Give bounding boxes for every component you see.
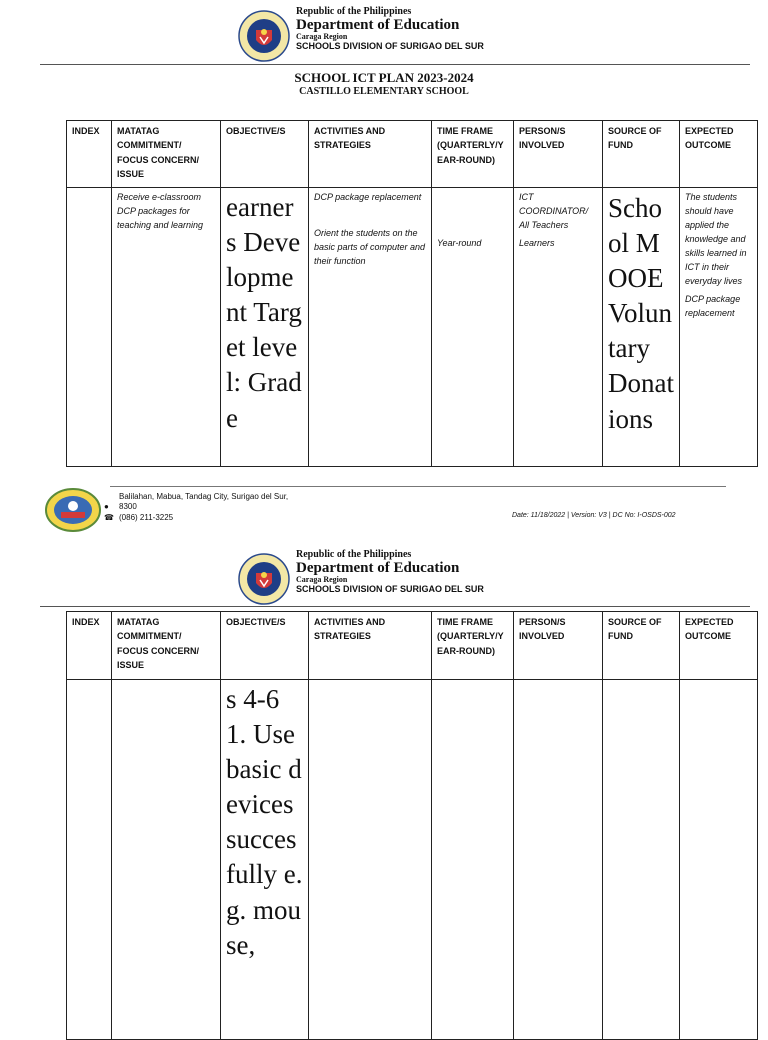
cell-objectives: s 4-6 1. Use basic devices succesfully e.g. mouse, <box>221 680 309 1040</box>
persons-1: ICT COORDINATOR/ All Teachers <box>519 192 589 230</box>
region-label: Caraga Region <box>296 32 348 42</box>
deped-seal-icon <box>238 553 290 605</box>
footer-divider <box>110 486 726 487</box>
department-label: Department of Education <box>296 16 460 33</box>
division-label: SCHOOLS DIVISION OF SURIGAO DEL SUR <box>296 583 484 594</box>
outcome-1: The students should have applied the knowledge and skills learned in ICT in their everyday lives <box>685 192 747 286</box>
footer-zip: 8300 <box>119 502 137 512</box>
col-matatag: MATATAG COMMITMENT/ FOCUS CONCERN/ ISSUE <box>112 121 221 188</box>
col-outcome: EXPECTED OUTCOME <box>680 612 758 680</box>
cell-index <box>67 188 112 467</box>
cell-time-frame <box>432 188 514 467</box>
page2-header <box>0 545 768 609</box>
table-row <box>67 188 758 467</box>
ict-plan-table-page2 <box>66 611 758 1040</box>
ict-plan-table-page1 <box>66 120 758 467</box>
activity-1: DCP package replacement <box>314 192 422 202</box>
cell-activities <box>309 680 432 1040</box>
cell-outcome <box>680 188 758 467</box>
col-time-frame: TIME FRAME (QUARTERLY/Y EAR-ROUND) <box>432 612 514 680</box>
footer-zip-row <box>104 502 288 512</box>
cell-source <box>603 680 680 1040</box>
cell-activities <box>309 188 432 467</box>
cell-persons <box>514 188 603 467</box>
col-source: SOURCE OF FUND <box>603 612 680 680</box>
activity-2: Orient the students on the basic parts of computer and their function <box>314 227 426 266</box>
col-source: SOURCE OF FUND <box>603 121 680 188</box>
cell-persons <box>514 680 603 1040</box>
col-persons: PERSON/S INVOLVED <box>514 121 603 188</box>
footer-phone: (086) 211-3225 <box>119 512 174 522</box>
cell-time-frame <box>432 680 514 1040</box>
col-activities: ACTIVITIES AND STRATEGIES <box>309 612 432 680</box>
cell-matatag: Receive e-classroom DCP packages for teaching and learning <box>112 188 221 467</box>
division-logo-icon <box>45 488 101 532</box>
republic-label: Republic of the Philippines <box>296 549 412 560</box>
col-time-frame: TIME FRAME (QUARTERLY/Y EAR-ROUND) <box>432 121 514 188</box>
school-name: CASTILLO ELEMENTARY SCHOOL <box>299 86 469 97</box>
col-objectives: OBJECTIVE/S <box>221 121 309 188</box>
footer-address: Balilahan, Mabua, Tandag City, Surigao del Sur, <box>119 492 289 501</box>
deped-seal-icon <box>238 10 290 62</box>
col-index: INDEX <box>67 121 112 188</box>
outcome-2: DCP package replacement <box>685 293 741 318</box>
table-header-row <box>67 612 758 680</box>
footer-phone-row <box>104 512 288 523</box>
col-persons: PERSON/S INVOLVED <box>514 612 603 680</box>
department-label: Department of Education <box>296 559 460 576</box>
col-outcome: EXPECTED OUTCOME <box>680 121 758 188</box>
phone-icon: ☎ <box>104 512 114 522</box>
page1-footer <box>0 480 768 540</box>
republic-label: Republic of the Philippines <box>296 6 412 17</box>
cell-matatag <box>112 680 221 1040</box>
cell-index <box>67 680 112 1040</box>
cell-objectives: earners Development Target level: Grade <box>221 188 309 467</box>
footer-meta: Date: 11/18/2022 | Version: V3 | DC No: I-OSDS-002 <box>512 512 676 519</box>
table-row <box>67 680 758 1040</box>
document-title: SCHOOL ICT PLAN 2023-2024 <box>294 70 474 85</box>
division-label: SCHOOLS DIVISION OF SURIGAO DEL SUR <box>296 40 484 51</box>
col-index: INDEX <box>67 612 112 680</box>
time-frame-value: Year-round <box>437 238 482 248</box>
page1-header <box>0 0 768 64</box>
header-divider <box>40 64 750 65</box>
col-matatag: MATATAG COMMITMENT/ FOCUS CONCERN/ ISSUE <box>112 612 221 680</box>
col-activities: ACTIVITIES AND STRATEGIES <box>309 121 432 188</box>
cell-source: School MOOE Voluntary Donations <box>603 188 680 467</box>
table-header-row <box>67 121 758 188</box>
header-divider <box>40 606 750 607</box>
location-icon: ● <box>104 502 109 512</box>
cell-outcome <box>680 680 758 1040</box>
region-label: Caraga Region <box>296 575 348 585</box>
col-objectives: OBJECTIVE/S <box>221 612 309 680</box>
persons-2: Learners <box>519 237 555 248</box>
